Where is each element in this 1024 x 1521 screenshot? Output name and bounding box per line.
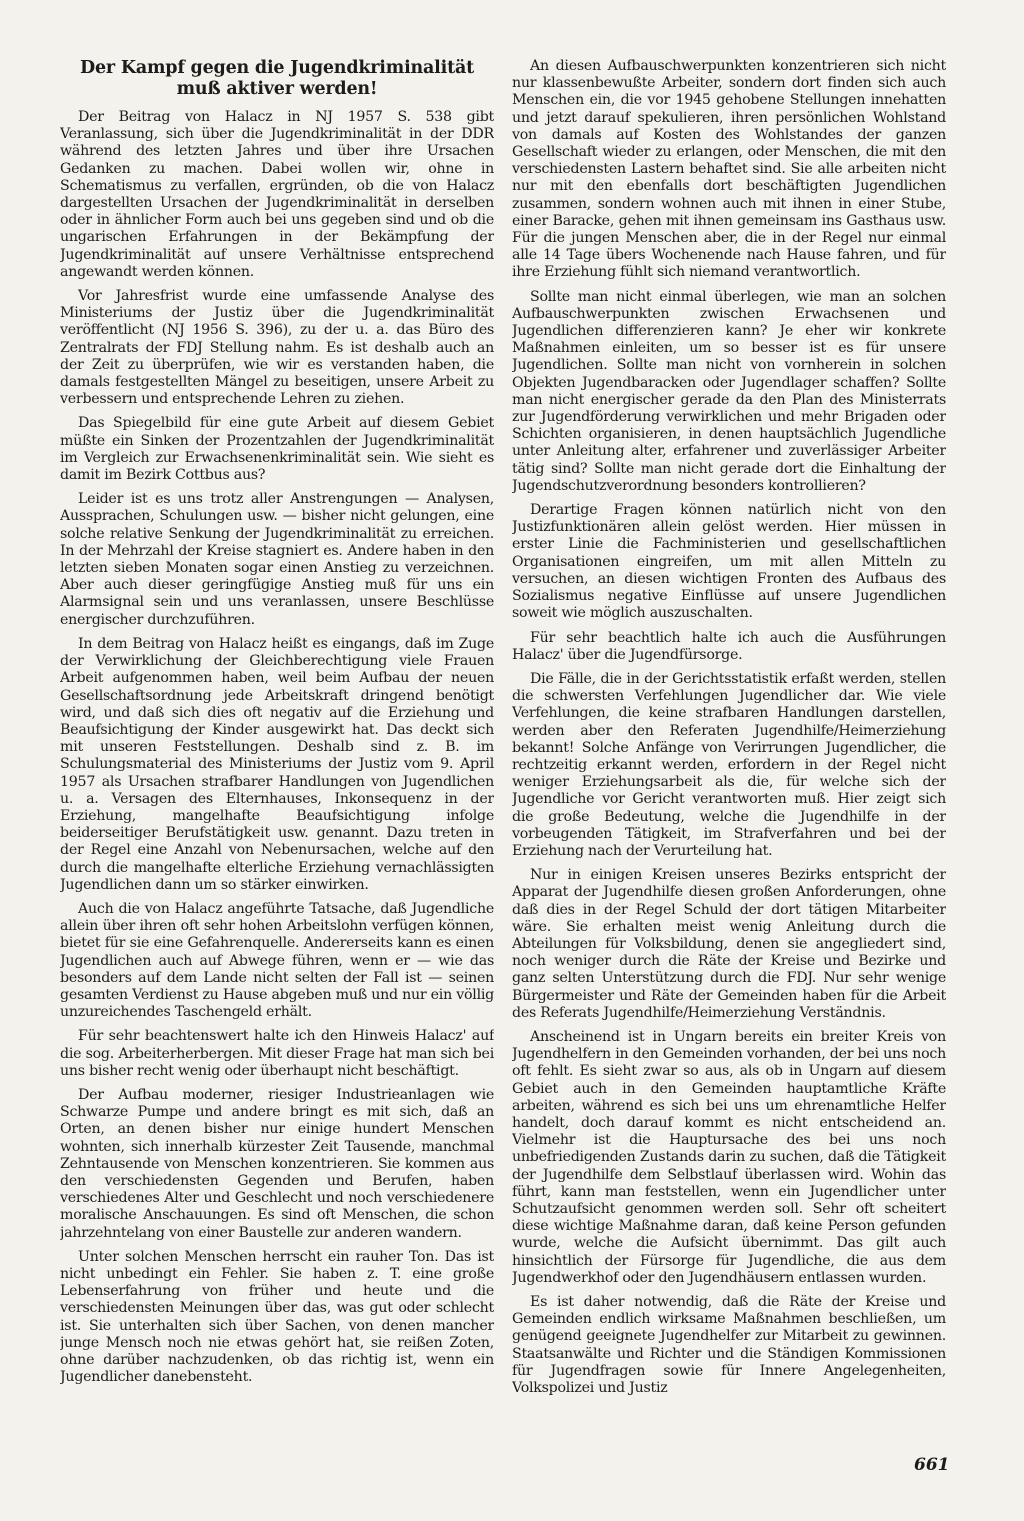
headline-line-2: muß aktiver werden! <box>176 79 378 99</box>
headline-line-1: Der Kampf gegen die Jugendkriminalität <box>80 58 474 78</box>
paragraph: Der Beitrag von Halacz in NJ 1957 S. 538 gibt Veranlassung, sich über die Jugendkriminalität in der DDR während des letzten Jahres und über ihre Ursachen Gedanken zu machen. Dabei wollen wir, ohne in Schematismus zu verfallen, ergründen, ob die von Halacz dargestellten Ursachen der Jugendkriminalität in derselben oder in ähnlicher Form auch bei uns gegeben sind und ob die ungarischen Erfahrungen in der Bekämpfung der Jugendkriminalität auf unsere Verhältnisse entsprechend angewandt werden können. <box>60 109 494 280</box>
paragraph: Für sehr beachtenswert halte ich den Hinweis Halacz' auf die sog. Arbeiterherbergen. Mit dieser Frage hat man sich bei uns bisher recht wenig oder überhaupt nicht beschäftigt. <box>60 1028 494 1079</box>
paragraph: Die Fälle, die in der Gerichtsstatistik erfaßt werden, stellen die schwersten Verfehlungen Jugendlicher dar. Wie viele Verfehlungen, die keine strafbaren Handlungen darstellen, werden aber den Referaten Jugendhilfe/Heimerziehung bekannt! Solche Anfänge von Verirrungen Jugendlicher, die rechtzeitig erkannt werden, erfordern in der Regel nicht weniger Erziehungsarbeit als die, für welche sich der Jugendliche vor Gericht verantworten muß. Hier zeigt sich die große Bedeutung, welche die Jugendhilfe in der vorbeugenden Tätigkeit, im Strafverfahren und bei der Erziehung nach der Verurteilung hat. <box>512 670 946 859</box>
left-column <box>60 58 494 1458</box>
paragraph: Vor Jahresfrist wurde eine umfassende Analyse des Ministeriums der Justiz über die Jugendkriminalität veröffentlicht (NJ 1956 S. 396), zu der u. a. das Büro des Zentralrats der FDJ Stellung nahm. Es ist deshalb auch an der Zeit zu überprüfen, wie wir es verstanden haben, die damals festgestellten Mängel zu beseitigen, unsere Arbeit zu verbessern und entsprechende Lehren zu ziehen. <box>60 288 494 408</box>
paragraph: Nur in einigen Kreisen unseres Bezirks entspricht der Apparat der Jugendhilfe diesen großen Anforderungen, ohne daß dies in der Regel Schuld der dort tätigen Mitarbeiter wäre. Sie erhalten meist wenig Anleitung durch die Abteilungen für Volksbildung, denen sie angegliedert sind, noch weniger durch die Räte der Kreise und Bezirke und ganz selten Unterstützung durch die FDJ. Nur sehr wenige Bürgermeister und Räte der Gemeinden haben für die Arbeit des Referats Jugendhilfe/Heimerziehung Verständnis. <box>512 867 946 1021</box>
paragraph: Unter solchen Menschen herrscht ein rauher Ton. Das ist nicht unbedingt ein Fehler. Sie haben z. T. eine große Lebenserfahrung von früher und heute und die verschiedensten Meinungen über das, was gut oder schlecht ist. Sie unterhalten sich über Sachen, von denen mancher junge Mensch noch nie etwas gehört hat, sie reißen Zoten, ohne darüber nachzudenken, ob das richtig ist, wenn ein Jugendlicher danebensteht. <box>60 1248 494 1386</box>
paragraph: Der Aufbau moderner, riesiger Industrieanlagen wie Schwarze Pumpe und andere bringt es mit sich, daß an Orten, an denen bisher nur einige hundert Menschen wohnten, sich innerhalb kürzester Zeit Tausende, manchmal Zehntausende von Menschen konzentrieren. Sie kommen aus den verschiedensten Gegenden und Berufen, haben verschiedenes Alter und Geschlecht und noch verschiedenere moralische Anschauungen. Es sind oft Menschen, die schon jahrzehntelang von einer Baustelle zur anderen wandern. <box>60 1086 494 1241</box>
paragraph: Anscheinend ist in Ungarn bereits ein breiter Kreis von Jugendhelfern in den Gemeinden vorhanden, der bei uns noch oft fehlt. Es sieht zwar so aus, als ob in Ungarn auf diesem Gebiet auch in den Gemeinden hauptamtliche Kräfte arbeiten, während es sich bei uns um ehrenamtliche Helfer handelt, doch darauf kommt es nicht entscheidend an. Vielmehr ist die Hauptursache des bei uns noch unbefriedigenden Zustands darin zu suchen, daß die Tätigkeit der Jugendhilfe dem Selbstlauf überlassen wird. Wohin das führt, kann man feststellen, wenn ein Jugendlicher unter Schutzaufsicht genommen werden soll. Sehr oft scheitert diese wichtige Maßnahme daran, daß keine Person gefunden wurde, welche die Aufsicht übernimmt. Das gilt auch hinsichtlich der Fürsorge für Jugendliche, die aus dem Jugendwerkhof oder den Jugendhäusern entlassen wurden. <box>512 1028 946 1286</box>
paragraph: An diesen Aufbauschwerpunkten konzentrieren sich nicht nur klassenbewußte Arbeiter, sondern dort finden sich auch Menschen ein, die vor 1945 gehobene Stellungen innehatten und jetzt darauf spekulieren, ihren persönlichen Wohlstand von damals auf Kosten des Wohlstandes der ganzen Gesellschaft wieder zu erlangen, oder Menschen, die mit den verschiedensten Lastern behaftet sind. Sie alle arbeiten nicht nur mit den ebenfalls dort beschäftigten Jugendlichen zusammen, sondern wohnen auch mit ihnen in einer Stube, einer Baracke, gehen mit ihnen gemeinsam ins Gasthaus usw. Für die jungen Menschen aber, die in der Regel nur einmal alle 14 Tage übers Wochenende nach Hause fahren, und für ihre Erziehung fühlt sich niemand verantwortlich. <box>512 58 946 281</box>
paragraph: Es ist daher notwendig, daß die Räte der Kreise und Gemeinden endlich wirksame Maßnahmen beschließen, um genügend geeignete Jugendhelfer zur Mitarbeit zu gewinnen. Staatsanwälte und Richter und die Ständigen Kommissionen für Jugendfragen sowie für Innere Angelegenheiten, Volkspolizei und Justiz <box>512 1294 946 1397</box>
paragraph: Derartige Fragen können natürlich nicht von den Justizfunktionären allein gelöst werden. Hier müssen in erster Linie die Fachministerien und gesellschaftlichen Organisationen eingreifen, um mit allen Mitteln zu versuchen, an diesen wichtigen Fronten des Aufbaus des Sozialismus negative Einflüsse auf unsere Jugendlichen soweit wie möglich auszuschalten. <box>512 502 946 622</box>
paragraph: Sollte man nicht einmal überlegen, wie man an solchen Aufbauschwerpunkten zwischen Erwachsenen und Jugendlichen differenzieren kann? Je eher wir konkrete Maßnahmen einleiten, um so besser ist es für unsere Jugendlichen. Sollte man nicht von vornherein in solchen Objekten Jugendbaracken oder Jugendlager schaffen? Sollte man nicht energischer gerade da den Plan des Ministerrats zur Jugendförderung verwirklichen und mehr Brigaden oder Schichten organisieren, in denen hauptsächlich Jugendliche unter Anleitung alter, erfahrener und zuverlässiger Arbeiter tätig sind? Sollte man nicht gerade dort die Einhaltung der Jugendschutzverordnung besonders kontrollieren? <box>512 288 946 494</box>
paragraph: Für sehr beachtlich halte ich auch die Ausführungen Halacz' über die Jugendfürsorge. <box>512 629 946 663</box>
page-number: 661 <box>914 1455 950 1475</box>
paragraph: Leider ist es uns trotz aller Anstrengungen — Analysen, Aussprachen, Schulungen usw. — bisher nicht gelungen, eine solche relative Senkung der Jugendkriminalität zu erreichen. In der Mehrzahl der Kreise stagniert es. Andere haben in den letzten sieben Monaten sogar einen Anstieg zu verzeichnen. Aber auch dieser geringfügige Anstieg muß für uns ein Alarmsignal sein und uns veranlassen, unsere Beschlüsse energischer durchzuführen. <box>60 491 494 628</box>
paragraph: Das Spiegelbild für eine gute Arbeit auf diesem Gebiet müßte ein Sinken der Prozentzahlen der Jugendkriminalität im Vergleich zur Erwachsenenkriminalität sein. Wie sieht es damit im Bezirk Cottbus aus? <box>60 415 494 484</box>
paragraph: Auch die von Halacz angeführte Tatsache, daß Jugendliche allein über ihren oft sehr hohen Arbeitslohn verfügen können, bietet für sie eine Gefahrenquelle. Andererseits kann es einen Jugendlichen auch auf Abwege führen, wenn er — wie das besonders auf dem Lande nicht selten der Fall ist — seinen gesamten Verdienst zu Hause abgeben muß und nur ein völlig unzureichendes Taschengeld erhält. <box>60 900 494 1021</box>
paragraph: In dem Beitrag von Halacz heißt es eingangs, daß im Zuge der Verwirklichung der Gleichberechtigung viele Frauen Arbeit aufgenommen haben, weil beim Aufbau der neuen Gesellschaftsordnung jede Arbeitskraft dringend benötigt wird, und daß sich dies oft negativ auf die Erziehung und Beaufsichtigung der Kinder ausgewirkt hat. Das deckt sich mit unseren Feststellungen. Deshalb sind z. B. im Schulungsmaterial des Ministeriums der Justiz vom 9. April 1957 als Ursachen strafbarer Handlungen von Jugendlichen u. a. Versagen des Elternhauses, Inkonsequenz in der Erziehung, mangelhafte Beaufsichtigung infolge beiderseitiger Berufstätigkeit usw. genannt. Dazu treten in der Regel eine Anzahl von Nebenursachen, welche auf den durch die mangelhafte elterliche Erziehung vernachlässigten Jugendlichen dann um so stärker einwirken. <box>60 635 494 893</box>
right-column <box>512 58 946 1458</box>
article-headline <box>60 58 494 100</box>
